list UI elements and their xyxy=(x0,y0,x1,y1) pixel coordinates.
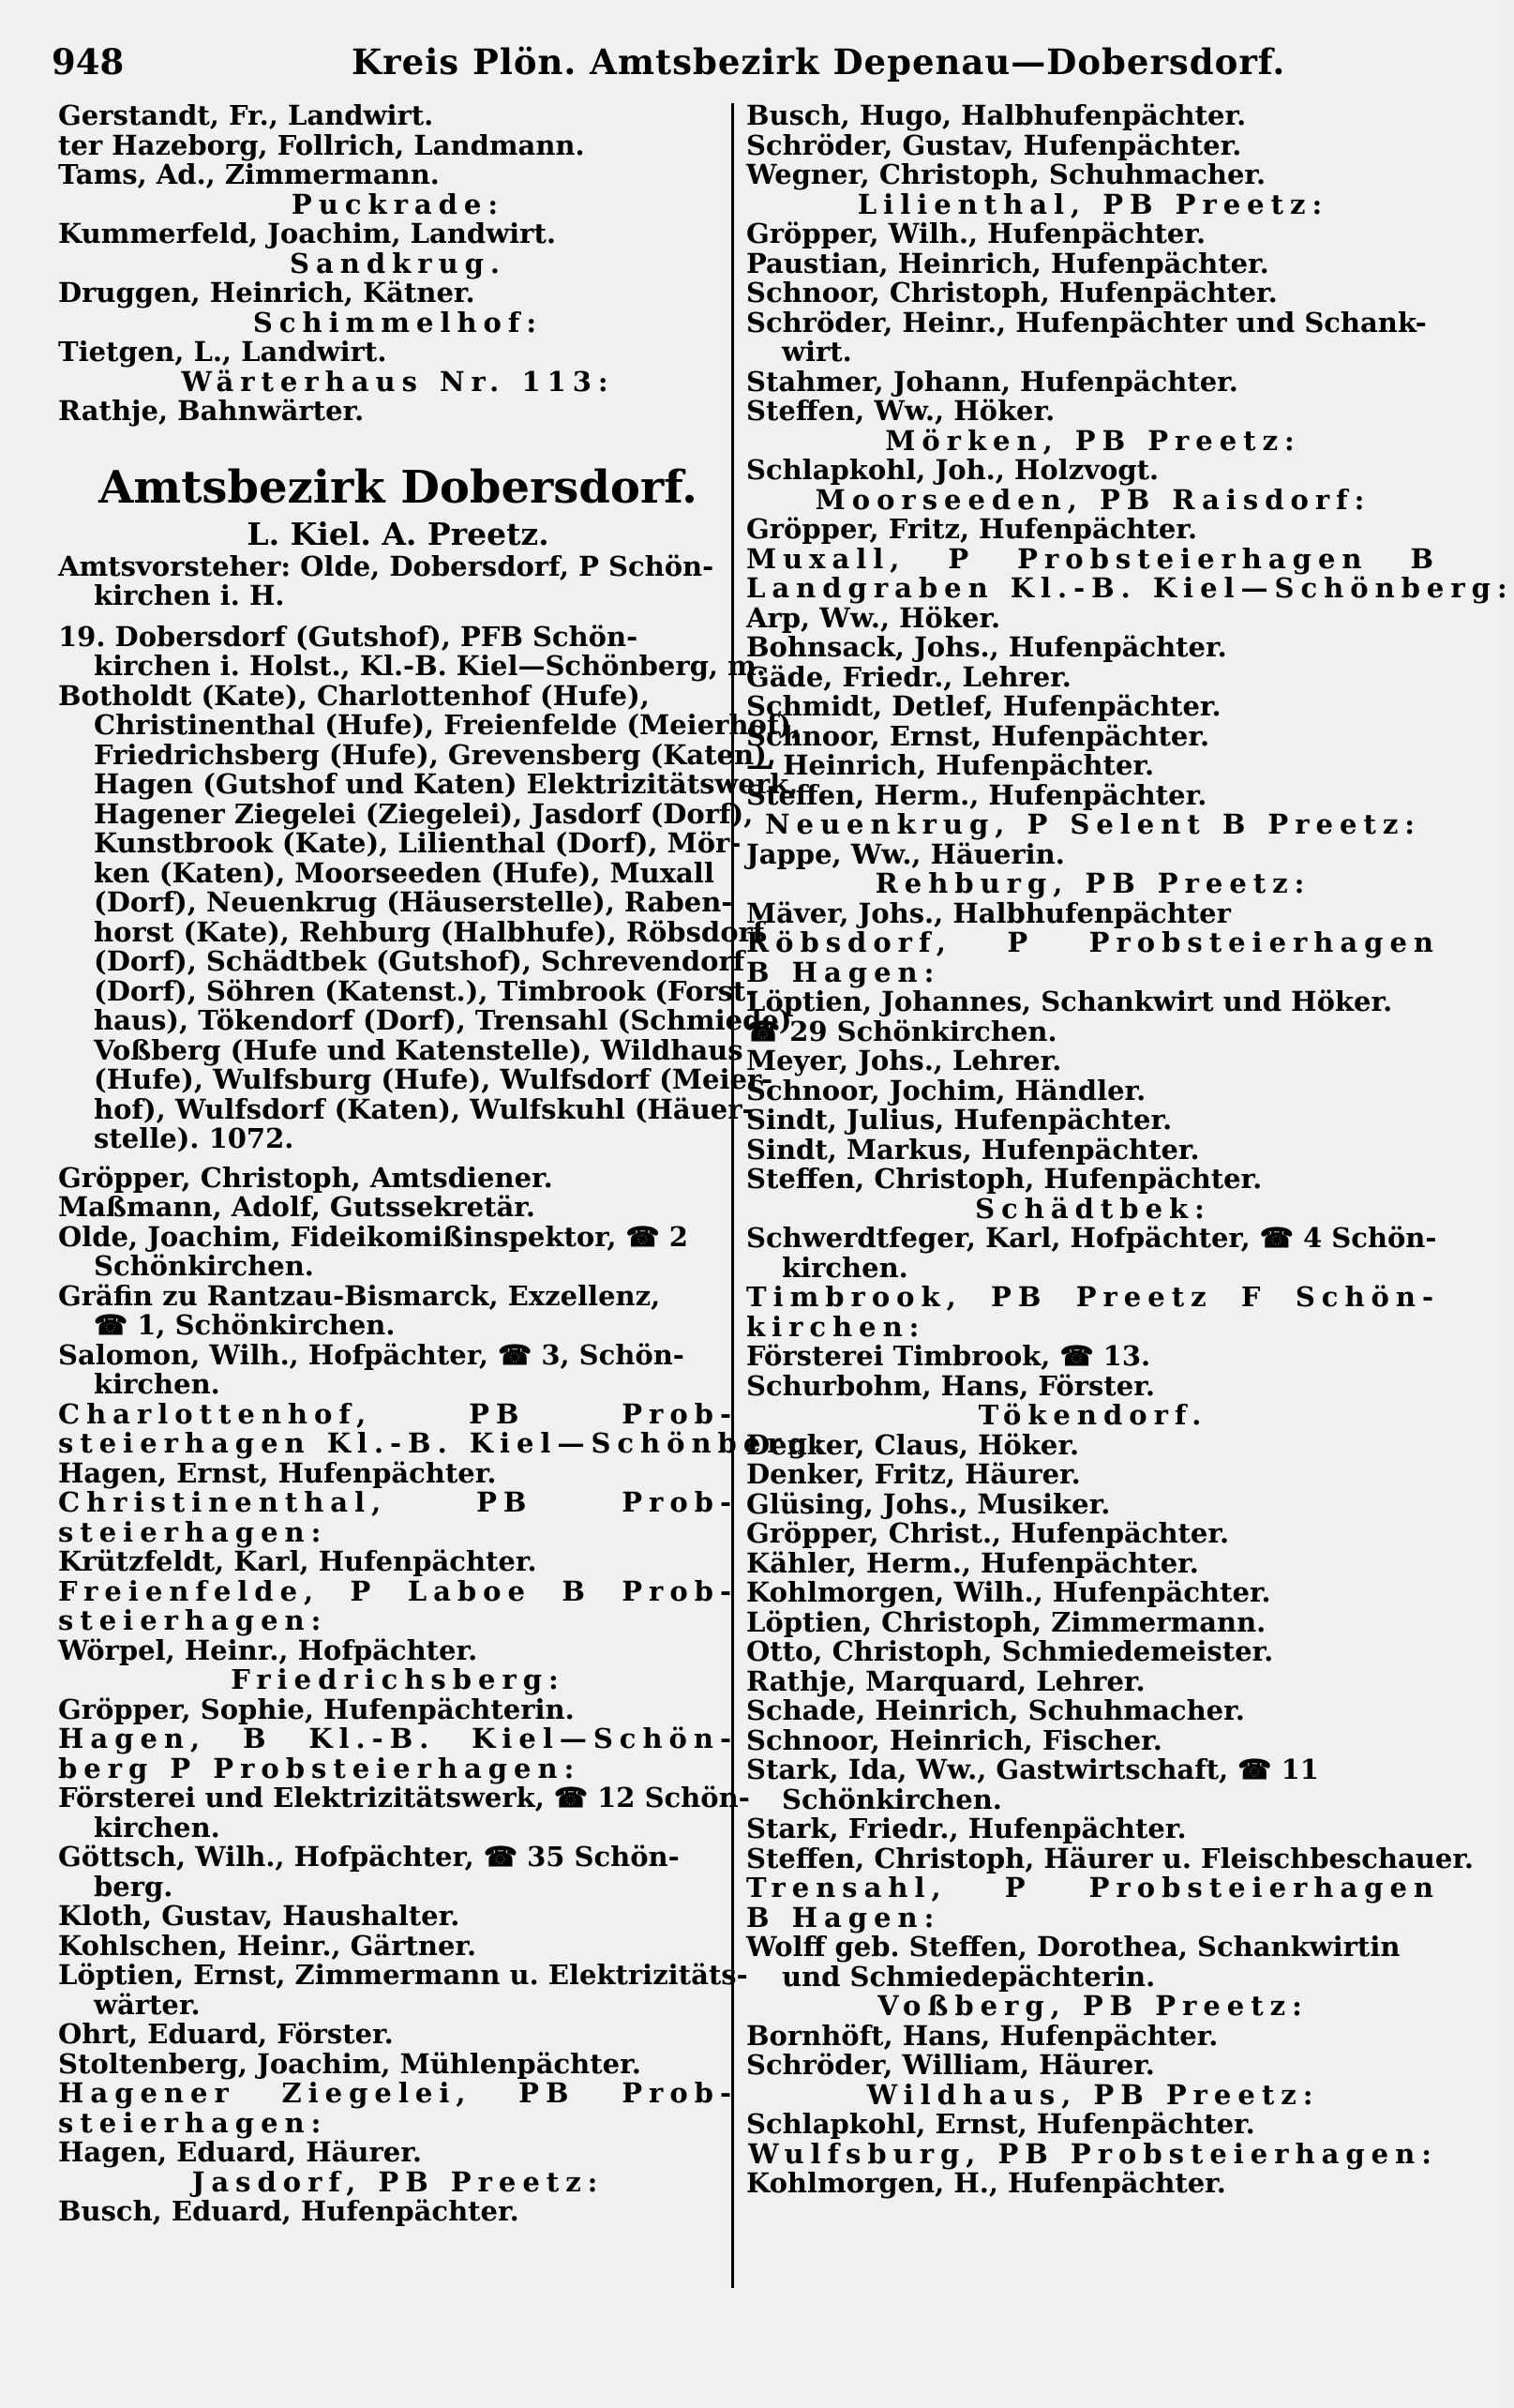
entry-line: Löptien, Ernst, Zimmermann u. Elektrizitäts- xyxy=(58,1959,748,1991)
entry-line: Kohlschen, Heinr., Gärtner. xyxy=(58,1929,477,1962)
locality-heading-line: Muxall, P Probsteierhagen B xyxy=(746,542,1440,575)
locality-heading-line: Mörken, PB Preetz: xyxy=(885,424,1301,457)
entry-block xyxy=(58,219,738,249)
entry-line: Meyer, Johs., Lehrer. xyxy=(746,1045,1062,1076)
entry-line: und Schmiedepächterin. xyxy=(782,1960,1156,1993)
entry-line: Schmidt, Detlef, Hufenpächter. xyxy=(746,690,1222,722)
entry-block xyxy=(58,2197,738,2227)
entry-line: Schnoor, Christoph, Hufenpächter. xyxy=(746,277,1278,309)
entry-line: Gröpper, Fritz, Hufenpächter. xyxy=(746,513,1198,545)
locality-heading-line: Sandkrug. xyxy=(290,247,506,279)
entry-line: Rathje, Bahnwärter. xyxy=(58,395,365,427)
entry-line: Steffen, Christoph, Häurer u. Fleischbeschauer. xyxy=(746,1842,1475,1874)
locality-heading-line: Trensahl, P Probsteierhagen xyxy=(746,1872,1440,1904)
entry-line: Denker, Fritz, Häurer. xyxy=(746,1458,1081,1490)
locality-heading xyxy=(746,1192,1440,1225)
entry-block xyxy=(746,837,1440,870)
entry-line: Schröder, Heinr., Hufenpächter und Schank- xyxy=(746,306,1427,339)
locality-heading xyxy=(746,1283,1440,1342)
locality-heading-line: Rehburg, PB Preetz: xyxy=(875,867,1312,899)
entry-line: kirchen i. H. xyxy=(94,579,285,611)
page-number: 948 xyxy=(52,41,125,83)
locality-heading xyxy=(746,2078,1440,2111)
entry-line: kirchen. xyxy=(94,1811,220,1844)
entry-line: kirchen. xyxy=(782,1251,908,1284)
locality-heading xyxy=(58,365,738,398)
entry-block xyxy=(58,549,738,611)
entry-line: Botholdt (Kate), Charlottenhof (Hufe), xyxy=(58,679,650,712)
entry-line: wärter. xyxy=(94,1988,201,2021)
locality-heading xyxy=(746,2137,1440,2170)
locality-heading-line: Hagener Ziegelei, PB Prob- xyxy=(58,2077,738,2109)
section-subheading: L. Kiel. A. Preetz. xyxy=(247,515,549,552)
locality-heading-line: Voßberg, PB Preetz: xyxy=(877,1990,1309,2022)
entry-line: stelle). 1072. xyxy=(94,1122,294,1154)
entry-line: Tietgen, L., Landwirt. xyxy=(58,336,387,368)
entry-block xyxy=(58,1547,738,1577)
locality-heading-line: Friedrichsberg: xyxy=(231,1663,565,1695)
entry-line: (Dorf), Söhren (Katenst.), Timbrook (Forst- xyxy=(94,974,757,1007)
entry-line: Hagen, Ernst, Hufenpächter. xyxy=(58,1456,497,1489)
entry-block xyxy=(58,1161,738,1400)
entry-block xyxy=(746,1933,1440,1992)
page-header xyxy=(52,41,1439,88)
entry-line: Schlapkohl, Joh., Holzvogt. xyxy=(746,454,1160,486)
entry-line: Stoltenberg, Joachim, Mühlenpächter. xyxy=(58,2047,641,2080)
entry-line: Gröpper, Christ., Hufenpächter. xyxy=(746,1517,1230,1549)
locality-heading-line: Puckrade: xyxy=(291,188,505,220)
locality-heading-line: kirchen: xyxy=(746,1310,926,1343)
entry-line: Hagen (Gutshof und Katen) Elektrizitätswerk, xyxy=(94,768,799,800)
entry-line: Schröder, William, Häurer. xyxy=(746,2049,1155,2081)
entry-line: Schurbohm, Hans, Förster. xyxy=(746,1369,1155,1402)
locality-heading-line: Tökendorf. xyxy=(978,1399,1208,1431)
entry-block xyxy=(58,1695,738,1725)
entry-line: ken (Katen), Moorseeden (Hufe), Muxall xyxy=(94,856,714,889)
entry-block xyxy=(746,101,1440,190)
locality-heading xyxy=(746,483,1440,516)
entry-line: Maßmann, Adolf, Gutssekretär. xyxy=(58,1191,536,1223)
entry-line: Arp, Ww., Höker. xyxy=(746,601,1001,634)
entry-line: Löptien, Christoph, Zimmermann. xyxy=(746,1605,1267,1638)
entry-block xyxy=(746,987,1440,1195)
entry-line: — Heinrich, Hufenpächter. xyxy=(746,749,1155,781)
entry-line: ter Hazeborg, Follrich, Landmann. xyxy=(58,128,585,161)
entry-line: Busch, Hugo, Halbhufenpächter. xyxy=(746,99,1247,131)
entry-line: Bornhöft, Hans, Hufenpächter. xyxy=(746,2019,1219,2052)
entry-line: Schlapkohl, Ernst, Hufenpächter. xyxy=(746,2108,1255,2140)
entry-block xyxy=(58,1633,738,1666)
locality-heading xyxy=(746,928,1440,987)
locality-heading xyxy=(58,1724,738,1783)
locality-heading xyxy=(746,190,1440,220)
locality-heading xyxy=(746,542,1514,604)
entry-line: Gräfin zu Rantzau-Bismarck, Exzellenz, xyxy=(58,1279,661,1312)
entry-line: Hagen, Eduard, Häurer. xyxy=(58,2136,422,2168)
entry-line: (Dorf), Schädtbek (Gutshof), Schrevendorf xyxy=(94,945,745,977)
entry-line: Schwerdtfeger, Karl, Hofpächter, ☎ 4 Schön- xyxy=(746,1222,1437,1254)
entry-block xyxy=(746,219,1440,427)
entry-line: Gröpper, Wilh., Hufenpächter. xyxy=(746,218,1207,249)
entry-block xyxy=(746,2019,1440,2081)
entry-block xyxy=(58,278,738,309)
entry-block xyxy=(746,456,1440,486)
right-column xyxy=(746,99,1514,2199)
entry-line: Sindt, Julius, Hufenpächter. xyxy=(746,1104,1173,1136)
entry-line: Mäver, Johs., Halbhufenpächter xyxy=(746,896,1231,929)
entry-block xyxy=(58,1782,750,2080)
running-title: Kreis Plön. Amtsbezirk Depenau—Dobersdorf. xyxy=(352,41,1286,83)
entry-line: Otto, Christoph, Schmiedemeister. xyxy=(746,1635,1274,1667)
entry-block xyxy=(746,1342,1440,1401)
locality-heading xyxy=(58,2079,738,2138)
entry-line: Christinenthal (Hufe), Freienfelde (Meierhof), xyxy=(94,709,802,741)
entry-block xyxy=(746,2169,1440,2199)
entry-line: Jappe, Ww., Häuerin. xyxy=(746,837,1065,870)
entry-line: Schönkirchen. xyxy=(782,1783,1002,1815)
entry-block xyxy=(58,397,738,427)
entry-line: Löptien, Johannes, Schankwirt und Höker. xyxy=(746,986,1393,1017)
entry-line: Amtsvorsteher: Olde, Dobersdorf, P Schön- xyxy=(58,549,714,582)
entry-line: ☎ 1, Schönkirchen. xyxy=(94,1309,396,1341)
entry-line: Kunstbrook (Kate), Lilienthal (Dorf), Mör- xyxy=(94,827,742,859)
locality-heading-line: Freienfelde, P Laboe B Prob- xyxy=(58,1574,738,1607)
locality-heading-line: Schimmelhof: xyxy=(252,306,544,339)
entry-line: Paustian, Heinrich, Hufenpächter. xyxy=(746,247,1269,279)
entry-line: Rathje, Marquard, Lehrer. xyxy=(746,1664,1146,1697)
entry-line: hof), Wulfsdorf (Katen), Wulfskuhl (Häuer- xyxy=(94,1092,754,1125)
locality-heading-line: steierhagen: xyxy=(58,1515,328,1548)
entry-line: kirchen i. Holst., Kl.-B. Kiel—Schönberg, m. xyxy=(94,650,766,682)
locality-heading-line: Charlottenhof, PB Prob- xyxy=(58,1397,738,1430)
entry-line: Bohnsack, Johs., Hufenpächter. xyxy=(746,631,1227,663)
locality-heading xyxy=(746,424,1440,457)
locality-heading xyxy=(58,1397,831,1459)
entry-line: Schröder, Gustav, Hufenpächter. xyxy=(746,128,1242,161)
locality-heading xyxy=(746,810,1440,840)
locality-heading-line: steierhagen Kl.-B. Kiel—Schönberg: xyxy=(58,1427,831,1459)
entry-line: Druggen, Heinrich, Kätner. xyxy=(58,277,475,309)
entry-block xyxy=(58,2138,738,2168)
locality-heading-line: Jasdorf, PB Preetz: xyxy=(191,2165,605,2198)
entry-line: horst (Kate), Rehburg (Halbhufe), Röbsdorf xyxy=(94,915,765,948)
entry-line: Kummerfeld, Joachim, Landwirt. xyxy=(58,218,556,249)
entry-line: Stahmer, Johann, Hufenpächter. xyxy=(746,365,1238,398)
locality-heading-line: berg P Probsteierhagen: xyxy=(58,1752,581,1784)
left-column xyxy=(58,99,831,2227)
locality-heading-line: Neuenkrug, P Selent B Preetz: xyxy=(764,808,1421,840)
entry-line: Schönkirchen. xyxy=(94,1250,314,1282)
locality-heading-line: B Hagen: xyxy=(746,956,941,988)
entry-block xyxy=(746,1224,1440,1283)
entry-line: Steffen, Herm., Hufenpächter. xyxy=(746,778,1207,811)
locality-heading xyxy=(746,869,1440,899)
entry-line: berg. xyxy=(94,1870,173,1903)
entry-line: Sindt, Markus, Hufenpächter. xyxy=(746,1133,1200,1166)
locality-heading-line: steierhagen: xyxy=(58,1604,328,1636)
locality-heading xyxy=(746,1401,1440,1431)
locality-heading xyxy=(58,249,738,279)
locality-heading-line: Röbsdorf, P Probsteierhagen xyxy=(746,926,1440,958)
locality-heading-line: Wildhaus, PB Preetz: xyxy=(866,2078,1320,2111)
entry-line: Gröpper, Christoph, Amtsdiener. xyxy=(58,1161,553,1194)
entry-block xyxy=(58,101,738,190)
entry-line: Gröpper, Sophie, Hufenpächterin. xyxy=(58,1693,575,1725)
entry-line: Gerstandt, Fr., Landwirt. xyxy=(58,99,434,131)
entry-line: Wegner, Christoph, Schuhmacher. xyxy=(746,158,1267,190)
entry-line: Stark, Friedr., Hufenpächter. xyxy=(746,1813,1187,1844)
entry-line: Ohrt, Eduard, Förster. xyxy=(58,2018,394,2050)
entry-line: Steffen, Ww., Höker. xyxy=(746,395,1056,427)
entry-line: Schnoor, Ernst, Hufenpächter. xyxy=(746,719,1210,752)
entry-line: Voßberg (Hufe und Katenstelle), Wildhaus xyxy=(94,1033,743,1066)
locality-heading-line: Timbrook, PB Preetz F Schön- xyxy=(746,1281,1440,1313)
entry-line: Kohlmorgen, H., Hufenpächter. xyxy=(746,2167,1226,2199)
locality-heading-line: Schädtbek: xyxy=(975,1192,1211,1225)
entry-block xyxy=(746,2110,1440,2140)
entry-line: Göttsch, Wilh., Hofpächter, ☎ 35 Schön- xyxy=(58,1841,680,1873)
locality-heading-line: Hagen, B Kl.-B. Kiel—Schön- xyxy=(58,1723,738,1754)
entry-line: Schade, Heinrich, Schuhmacher. xyxy=(746,1694,1245,1726)
entry-line: Försterei Timbrook, ☎ 13. xyxy=(746,1340,1151,1372)
entry-line: Denker, Claus, Höker. xyxy=(746,1428,1080,1461)
locality-heading-line: steierhagen: xyxy=(58,2106,328,2139)
entry-block xyxy=(58,1456,738,1489)
entry-line: Wörpel, Heinr., Hofpächter. xyxy=(58,1633,478,1666)
entry-line: Olde, Joachim, Fideikomißinspektor, ☎ 2 xyxy=(58,1220,688,1253)
section-heading: Amtsbezirk Dobersdorf. xyxy=(98,460,697,514)
entry-line: Kohlmorgen, Wilh., Hufenpächter. xyxy=(746,1576,1271,1608)
locality-heading-line: B Hagen: xyxy=(746,1901,941,1934)
entry-line: (Hufe), Wulfsburg (Hufe), Wulfsdorf (Meier- xyxy=(94,1063,773,1095)
locality-heading xyxy=(58,190,738,220)
entry-line: Salomon, Wilh., Hofpächter, ☎ 3, Schön- xyxy=(58,1338,684,1371)
locality-heading-line: Christinenthal, PB Prob- xyxy=(58,1486,738,1518)
entry-line: ☎ 29 Schönkirchen. xyxy=(746,1015,1057,1047)
entry-line: Kloth, Gustav, Haushalter. xyxy=(58,1900,460,1932)
entry-line: (Dorf), Neuenkrug (Häuserstelle), Raben- xyxy=(94,886,733,918)
entry-line: Friedrichsberg (Hufe), Grevensberg (Katen), xyxy=(94,738,776,771)
entry-line: Tams, Ad., Zimmermann. xyxy=(58,158,440,190)
locality-heading-line: Landgraben Kl.-B. Kiel—Schönberg: xyxy=(746,572,1514,604)
locality-heading-line: Lilienthal, PB Preetz: xyxy=(857,188,1329,220)
entry-block xyxy=(746,1428,1475,1874)
entry-line: Busch, Eduard, Hufenpächter. xyxy=(58,2195,519,2227)
entry-line: 19. Dobersdorf (Gutshof), PFB Schön- xyxy=(58,620,638,653)
entry-block xyxy=(746,515,1440,545)
entry-line: Schnoor, Heinrich, Fischer. xyxy=(746,1723,1162,1756)
entry-line: Försterei und Elektrizitätswerk, ☎ 12 Schön- xyxy=(58,1782,750,1814)
entry-block xyxy=(58,620,802,1154)
locality-heading xyxy=(58,306,738,339)
locality-heading xyxy=(58,2165,738,2198)
entry-line: haus), Tökendorf (Dorf), Trensahl (Schmiede) xyxy=(94,1004,792,1036)
locality-heading xyxy=(58,1574,738,1636)
entry-line: Hagener Ziegelei (Ziegelei), Jasdorf (Dorf), xyxy=(94,797,754,830)
entry-line: Kähler, Herm., Hufenpächter. xyxy=(746,1546,1199,1579)
entry-block xyxy=(746,601,1440,811)
locality-heading xyxy=(58,1488,738,1547)
locality-heading xyxy=(746,1874,1440,1933)
entry-line: kirchen. xyxy=(94,1368,220,1400)
entry-line: Krützfeldt, Karl, Hufenpächter. xyxy=(58,1545,537,1577)
entry-line: Glüsing, Johs., Musiker. xyxy=(746,1487,1111,1520)
locality-heading-line: Wulfsburg, PB Probsteierhagen: xyxy=(748,2137,1438,2170)
entry-line: Wolff geb. Steffen, Dorothea, Schankwirtin xyxy=(746,1931,1401,1963)
entry-line: Steffen, Christoph, Hufenpächter. xyxy=(746,1163,1263,1195)
entry-line: Schnoor, Jochim, Händler. xyxy=(746,1074,1147,1106)
locality-heading-line: Wärterhaus Nr. 113: xyxy=(181,365,615,398)
entry-block xyxy=(58,338,738,368)
entry-line: wirt. xyxy=(782,336,852,368)
entry-line: Gäde, Friedr., Lehrer. xyxy=(746,660,1072,693)
entry-block xyxy=(746,896,1440,929)
locality-heading-line: Moorseeden, PB Raisdorf: xyxy=(815,483,1372,516)
locality-heading xyxy=(746,1992,1440,2022)
entry-line: Stark, Ida, Ww., Gastwirtschaft, ☎ 11 xyxy=(746,1753,1319,1785)
locality-heading xyxy=(58,1665,738,1695)
